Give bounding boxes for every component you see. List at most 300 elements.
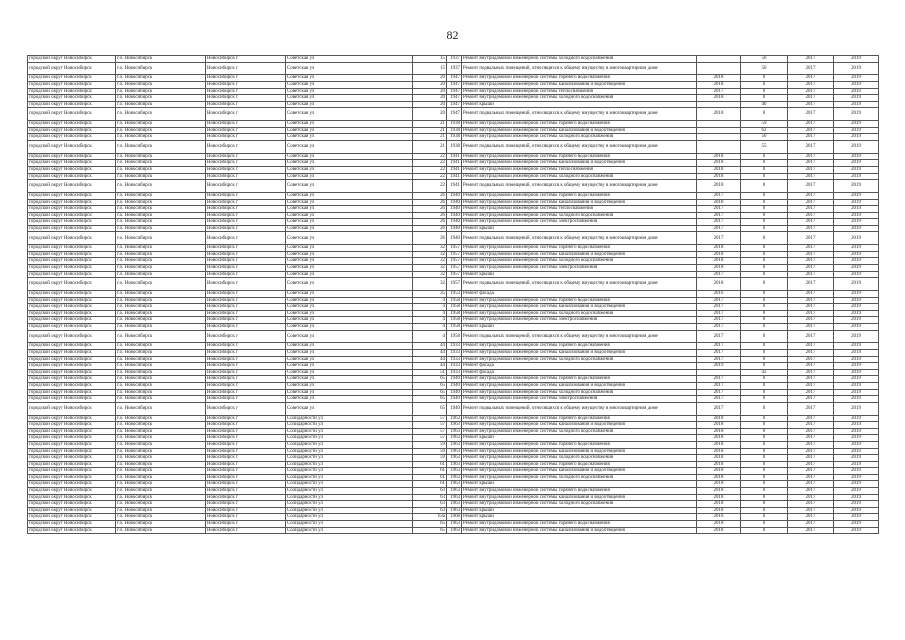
city-cell: Новосибирск г bbox=[206, 232, 286, 245]
year-built-cell: 1947 bbox=[447, 95, 462, 102]
city-cell: Новосибирск г bbox=[206, 481, 286, 488]
work-type-cell: Ремонт внутридомовой инженерной системы канализования и водоотведения bbox=[462, 349, 697, 356]
year-built-cell: 1940 bbox=[447, 382, 462, 389]
work-type-cell: Ремонт внутридомовой инженерной системы теплоснабжения bbox=[462, 166, 697, 173]
volume-cell: 0 bbox=[741, 461, 788, 468]
city-cell: Новосибирск г bbox=[206, 455, 286, 462]
plan-end-cell: 2019 bbox=[834, 291, 879, 298]
municipality-cell: городской округ Новосибирск bbox=[28, 62, 116, 75]
city-cell: Новосибирск г bbox=[206, 160, 286, 167]
year-built-cell: 1937 bbox=[447, 62, 462, 75]
year-built-cell: 1933 bbox=[447, 349, 462, 356]
city-cell: Новосибирск г bbox=[206, 317, 286, 324]
work-type-cell: Ремонт внутридомовой инженерной системы горячего водоснабжения bbox=[462, 376, 697, 383]
house-cell: 4 bbox=[413, 317, 447, 324]
district-cell: г.о. Новосибирск bbox=[116, 474, 206, 481]
house-cell: 26 bbox=[413, 199, 447, 206]
completed-year-cell: 2018 bbox=[697, 428, 741, 435]
city-cell: Новосибирск г bbox=[206, 212, 286, 219]
volume-cell: 0 bbox=[741, 435, 788, 442]
street-cell: Солидарности ул bbox=[286, 415, 413, 422]
completed-year-cell: 2017 bbox=[697, 324, 741, 331]
work-type-cell: Ремонт внутридомовой инженерной системы горячего водоснабжения bbox=[462, 441, 697, 448]
street-cell: Советская ул bbox=[286, 75, 413, 82]
plan-start-cell: 2017 bbox=[788, 173, 834, 180]
municipality-cell: городской округ Новосибирск bbox=[28, 382, 116, 389]
volume-cell: 0 bbox=[741, 521, 788, 528]
district-cell: г.о. Новосибирск bbox=[116, 166, 206, 173]
city-cell: Новосибирск г bbox=[206, 101, 286, 108]
municipality-cell: городской округ Новосибирск bbox=[28, 206, 116, 213]
table-row bbox=[28, 455, 879, 462]
year-built-cell: 1958 bbox=[447, 324, 462, 331]
year-built-cell: 1957 bbox=[447, 258, 462, 265]
city-cell: Новосибирск г bbox=[206, 153, 286, 160]
municipality-cell: городской округ Новосибирск bbox=[28, 166, 116, 173]
house-cell: 20 bbox=[413, 108, 447, 121]
municipality-cell: городской округ Новосибирск bbox=[28, 435, 116, 442]
plan-end-cell: 2019 bbox=[834, 127, 879, 134]
plan-end-cell: 2019 bbox=[834, 376, 879, 383]
district-cell: г.о. Новосибирск bbox=[116, 507, 206, 514]
work-type-cell: Ремонт крыши bbox=[462, 225, 697, 232]
year-built-cell: 1968 bbox=[447, 514, 462, 521]
plan-start-cell: 2017 bbox=[788, 448, 834, 455]
house-cell: 63 bbox=[413, 488, 447, 495]
plan-end-cell: 2019 bbox=[834, 251, 879, 258]
street-cell: Солидарности ул bbox=[286, 481, 413, 488]
table-row bbox=[28, 448, 879, 455]
plan-start-cell: 2017 bbox=[788, 356, 834, 363]
completed-year-cell bbox=[697, 369, 741, 376]
city-cell: Новосибирск г bbox=[206, 251, 286, 258]
completed-year-cell: 2017 bbox=[697, 310, 741, 317]
municipality-cell: городской округ Новосибирск bbox=[28, 278, 116, 291]
street-cell: Советская ул bbox=[286, 101, 413, 108]
municipality-cell: городской округ Новосибирск bbox=[28, 212, 116, 219]
plan-end-cell: 2019 bbox=[834, 382, 879, 389]
volume-cell: 0 bbox=[741, 180, 788, 193]
house-cell: 65 bbox=[413, 521, 447, 528]
plan-start-cell: 2017 bbox=[788, 369, 834, 376]
street-cell: Солидарности ул bbox=[286, 428, 413, 435]
municipality-cell: городской округ Новосибирск bbox=[28, 422, 116, 429]
plan-start-cell: 2017 bbox=[788, 121, 834, 128]
completed-year-cell: 2018 bbox=[697, 251, 741, 258]
plan-end-cell: 2019 bbox=[834, 225, 879, 232]
completed-year-cell bbox=[697, 140, 741, 153]
municipality-cell: городской округ Новосибирск bbox=[28, 343, 116, 350]
year-built-cell: 1940 bbox=[447, 206, 462, 213]
street-cell: Солидарности ул bbox=[286, 514, 413, 521]
plan-start-cell: 2017 bbox=[788, 402, 834, 415]
plan-end-cell: 2019 bbox=[834, 278, 879, 291]
city-cell: Новосибирск г bbox=[206, 81, 286, 88]
plan-end-cell: 2019 bbox=[834, 415, 879, 422]
table-row bbox=[28, 521, 879, 528]
completed-year-cell: 2018 bbox=[697, 455, 741, 462]
table-row bbox=[28, 75, 879, 82]
completed-year-cell: 2016 bbox=[697, 291, 741, 298]
street-cell: Советская ул bbox=[286, 245, 413, 252]
house-cell: 63 bbox=[413, 494, 447, 501]
completed-year-cell: 2018 bbox=[697, 441, 741, 448]
table-row bbox=[28, 219, 879, 226]
work-type-cell: Ремонт внутридомовой инженерной системы электроснабжения bbox=[462, 265, 697, 272]
municipality-cell: городской округ Новосибирск bbox=[28, 369, 116, 376]
house-cell: 65 bbox=[413, 376, 447, 383]
plan-start-cell: 2017 bbox=[788, 291, 834, 298]
table-row bbox=[28, 376, 879, 383]
municipality-cell: городской округ Новосибирск bbox=[28, 265, 116, 272]
completed-year-cell bbox=[697, 101, 741, 108]
completed-year-cell: 2017 bbox=[697, 88, 741, 95]
work-type-cell: Ремонт крыши bbox=[462, 101, 697, 108]
volume-cell: 56 bbox=[741, 134, 788, 141]
city-cell: Новосибирск г bbox=[206, 474, 286, 481]
plan-end-cell: 2019 bbox=[834, 330, 879, 343]
completed-year-cell: 2018 bbox=[697, 81, 741, 88]
work-type-cell: Ремонт внутридомовой инженерной системы холодного водоснабжения bbox=[462, 173, 697, 180]
volume-cell: 59 bbox=[741, 121, 788, 128]
work-type-cell: Ремонт крыши bbox=[462, 271, 697, 278]
volume-cell: 0 bbox=[741, 304, 788, 311]
year-built-cell: 1963 bbox=[447, 507, 462, 514]
volume-cell: 0 bbox=[741, 468, 788, 475]
work-type-cell: Ремонт крыши bbox=[462, 324, 697, 331]
street-cell: Советская ул bbox=[286, 278, 413, 291]
completed-year-cell: 2017 bbox=[697, 297, 741, 304]
volume-cell: 0 bbox=[741, 153, 788, 160]
work-type-cell: Ремонт внутридомовой инженерной системы горячего водоснабжения bbox=[462, 521, 697, 528]
completed-year-cell bbox=[697, 62, 741, 75]
city-cell: Новосибирск г bbox=[206, 75, 286, 82]
plan-end-cell: 2019 bbox=[834, 95, 879, 102]
house-cell: 20 bbox=[413, 75, 447, 82]
work-type-cell: Ремонт внутридомовой инженерной системы холодного водоснабжения bbox=[462, 56, 697, 63]
work-type-cell: Ремонт внутридомовой инженерной системы холодного водоснабжения bbox=[462, 310, 697, 317]
plan-end-cell: 2019 bbox=[834, 140, 879, 153]
plan-end-cell: 2019 bbox=[834, 455, 879, 462]
district-cell: г.о. Новосибирск bbox=[116, 356, 206, 363]
city-cell: Новосибирск г bbox=[206, 127, 286, 134]
house-cell: 22 bbox=[413, 153, 447, 160]
volume-cell: 0 bbox=[741, 474, 788, 481]
year-built-cell: 1958 bbox=[447, 330, 462, 343]
street-cell: Солидарности ул bbox=[286, 527, 413, 534]
table-row bbox=[28, 297, 879, 304]
plan-end-cell: 2019 bbox=[834, 75, 879, 82]
district-cell: г.о. Новосибирск bbox=[116, 206, 206, 213]
work-type-cell: Ремонт внутридомовой инженерной системы канализования и водоотведения bbox=[462, 127, 697, 134]
district-cell: г.о. Новосибирск bbox=[116, 468, 206, 475]
work-type-cell: Ремонт крыши bbox=[462, 514, 697, 521]
district-cell: г.о. Новосибирск bbox=[116, 461, 206, 468]
district-cell: г.о. Новосибирск bbox=[116, 428, 206, 435]
street-cell: Советская ул bbox=[286, 153, 413, 160]
completed-year-cell: 2018 bbox=[697, 448, 741, 455]
municipality-cell: городской округ Новосибирск bbox=[28, 455, 116, 462]
year-built-cell: 1947 bbox=[447, 81, 462, 88]
district-cell: г.о. Новосибирск bbox=[116, 245, 206, 252]
volume-cell: 0 bbox=[741, 488, 788, 495]
plan-start-cell: 2017 bbox=[788, 278, 834, 291]
year-built-cell: 1958 bbox=[447, 297, 462, 304]
district-cell: г.о. Новосибирск bbox=[116, 521, 206, 528]
volume-cell: 0 bbox=[741, 225, 788, 232]
volume-cell: 0 bbox=[741, 258, 788, 265]
district-cell: г.о. Новосибирск bbox=[116, 317, 206, 324]
district-cell: г.о. Новосибирск bbox=[116, 180, 206, 193]
volume-cell: 55 bbox=[741, 140, 788, 153]
table-row bbox=[28, 278, 879, 291]
plan-end-cell: 2019 bbox=[834, 310, 879, 317]
completed-year-cell: 2017 bbox=[697, 389, 741, 396]
district-cell: г.о. Новосибирск bbox=[116, 441, 206, 448]
city-cell: Новосибирск г bbox=[206, 369, 286, 376]
city-cell: Новосибирск г bbox=[206, 180, 286, 193]
house-cell: 15 bbox=[413, 62, 447, 75]
completed-year-cell: 2018 bbox=[697, 95, 741, 102]
work-type-cell: Ремонт подвальных помещений, относящихся к общему имуществу в многоквартирном доме bbox=[462, 278, 697, 291]
plan-end-cell: 2019 bbox=[834, 402, 879, 415]
completed-year-cell: 2017 bbox=[697, 304, 741, 311]
house-cell: 59 bbox=[413, 441, 447, 448]
plan-end-cell: 2019 bbox=[834, 232, 879, 245]
volume-cell: 56 bbox=[741, 56, 788, 63]
volume-cell: 0 bbox=[741, 88, 788, 95]
year-built-cell: 1963 bbox=[447, 461, 462, 468]
plan-end-cell: 2019 bbox=[834, 219, 879, 226]
year-built-cell: 1957 bbox=[447, 245, 462, 252]
city-cell: Новосибирск г bbox=[206, 396, 286, 403]
completed-year-cell: 2018 bbox=[697, 481, 741, 488]
table-body bbox=[28, 56, 879, 534]
street-cell: Советская ул bbox=[286, 297, 413, 304]
district-cell: г.о. Новосибирск bbox=[116, 304, 206, 311]
city-cell: Новосибирск г bbox=[206, 310, 286, 317]
table-row bbox=[28, 95, 879, 102]
repair-schedule-table bbox=[27, 55, 879, 534]
street-cell: Солидарности ул bbox=[286, 422, 413, 429]
table-row bbox=[28, 225, 879, 232]
municipality-cell: городской округ Новосибирск bbox=[28, 101, 116, 108]
plan-end-cell: 2019 bbox=[834, 369, 879, 376]
completed-year-cell bbox=[697, 121, 741, 128]
completed-year-cell: 2018 bbox=[697, 153, 741, 160]
house-cell: 22 bbox=[413, 160, 447, 167]
district-cell: г.о. Новосибирск bbox=[116, 258, 206, 265]
volume-cell: 0 bbox=[741, 160, 788, 167]
district-cell: г.о. Новосибирск bbox=[116, 376, 206, 383]
plan-start-cell: 2017 bbox=[788, 435, 834, 442]
table-row bbox=[28, 140, 879, 153]
work-type-cell: Ремонт внутридомовой инженерной системы горячего водоснабжения bbox=[462, 461, 697, 468]
completed-year-cell bbox=[697, 134, 741, 141]
plan-end-cell: 2019 bbox=[834, 474, 879, 481]
district-cell: г.о. Новосибирск bbox=[116, 265, 206, 272]
district-cell: г.о. Новосибирск bbox=[116, 455, 206, 462]
municipality-cell: городской округ Новосибирск bbox=[28, 291, 116, 298]
municipality-cell: городской округ Новосибирск bbox=[28, 494, 116, 501]
house-cell: 15 bbox=[413, 56, 447, 63]
completed-year-cell: 2018 bbox=[697, 415, 741, 422]
table-row bbox=[28, 81, 879, 88]
year-built-cell: 1963 bbox=[447, 468, 462, 475]
district-cell: г.о. Новосибирск bbox=[116, 343, 206, 350]
volume-cell: 0 bbox=[741, 501, 788, 508]
work-type-cell: Ремонт внутридомовой инженерной системы горячего водоснабжения bbox=[462, 153, 697, 160]
completed-year-cell: 2018 bbox=[697, 245, 741, 252]
work-type-cell: Ремонт внутридомовой инженерной системы холодного водоснабжения bbox=[462, 258, 697, 265]
street-cell: Советская ул bbox=[286, 173, 413, 180]
house-cell: 26 bbox=[413, 225, 447, 232]
house-cell: 32 bbox=[413, 251, 447, 258]
plan-start-cell: 2017 bbox=[788, 481, 834, 488]
plan-end-cell: 2019 bbox=[834, 199, 879, 206]
city-cell: Новосибирск г bbox=[206, 121, 286, 128]
city-cell: Новосибирск г bbox=[206, 192, 286, 199]
volume-cell: 42 bbox=[741, 369, 788, 376]
city-cell: Новосибирск г bbox=[206, 278, 286, 291]
year-built-cell: 1957 bbox=[447, 265, 462, 272]
volume-cell: 56 bbox=[741, 62, 788, 75]
district-cell: г.о. Новосибирск bbox=[116, 153, 206, 160]
district-cell: г.о. Новосибирск bbox=[116, 396, 206, 403]
table-row bbox=[28, 62, 879, 75]
volume-cell: 0 bbox=[741, 173, 788, 180]
plan-start-cell: 2017 bbox=[788, 166, 834, 173]
plan-end-cell: 2019 bbox=[834, 521, 879, 528]
district-cell: г.о. Новосибирск bbox=[116, 324, 206, 331]
plan-end-cell: 2019 bbox=[834, 121, 879, 128]
completed-year-cell: 2018 bbox=[697, 75, 741, 82]
street-cell: Советская ул bbox=[286, 127, 413, 134]
plan-start-cell: 2017 bbox=[788, 349, 834, 356]
work-type-cell: Ремонт подвальных помещений, относящихся к общему имуществу в многоквартирном доме bbox=[462, 402, 697, 415]
plan-end-cell: 2019 bbox=[834, 62, 879, 75]
completed-year-cell: 2017 bbox=[697, 317, 741, 324]
year-built-cell: 1940 bbox=[447, 219, 462, 226]
city-cell: Новосибирск г bbox=[206, 514, 286, 521]
plan-end-cell: 2019 bbox=[834, 88, 879, 95]
plan-start-cell: 2017 bbox=[788, 501, 834, 508]
municipality-cell: городской округ Новосибирск bbox=[28, 389, 116, 396]
work-type-cell: Ремонт внутридомовой инженерной системы горячего водоснабжения bbox=[462, 245, 697, 252]
plan-end-cell: 2019 bbox=[834, 435, 879, 442]
plan-start-cell: 2017 bbox=[788, 108, 834, 121]
plan-end-cell: 2019 bbox=[834, 356, 879, 363]
city-cell: Новосибирск г bbox=[206, 245, 286, 252]
volume-cell: 0 bbox=[741, 382, 788, 389]
street-cell: Советская ул bbox=[286, 402, 413, 415]
municipality-cell: городской округ Новосибирск bbox=[28, 448, 116, 455]
completed-year-cell: 2018 bbox=[697, 278, 741, 291]
street-cell: Советская ул bbox=[286, 310, 413, 317]
volume-cell: 0 bbox=[741, 310, 788, 317]
volume-cell: 0 bbox=[741, 166, 788, 173]
municipality-cell: городской округ Новосибирск bbox=[28, 402, 116, 415]
city-cell: Новосибирск г bbox=[206, 291, 286, 298]
municipality-cell: городской округ Новосибирск bbox=[28, 121, 116, 128]
plan-end-cell: 2019 bbox=[834, 324, 879, 331]
year-built-cell: 1940 bbox=[447, 232, 462, 245]
work-type-cell: Ремонт внутридомовой инженерной системы теплоснабжения bbox=[462, 88, 697, 95]
work-type-cell: Ремонт внутридомовой инженерной системы холодного водоснабжения bbox=[462, 428, 697, 435]
work-type-cell: Ремонт внутридомовой инженерной системы канализования и водоотведения bbox=[462, 304, 697, 311]
street-cell: Советская ул bbox=[286, 251, 413, 258]
plan-start-cell: 2017 bbox=[788, 441, 834, 448]
plan-start-cell: 2017 bbox=[788, 521, 834, 528]
city-cell: Новосибирск г bbox=[206, 441, 286, 448]
volume-cell: 0 bbox=[741, 251, 788, 258]
plan-start-cell: 2017 bbox=[788, 180, 834, 193]
plan-start-cell: 2017 bbox=[788, 396, 834, 403]
plan-end-cell: 2019 bbox=[834, 527, 879, 534]
house-cell: 57 bbox=[413, 435, 447, 442]
work-type-cell: Ремонт внутридомовой инженерной системы холодного водоснабжения bbox=[462, 134, 697, 141]
volume-cell: 0 bbox=[741, 219, 788, 226]
city-cell: Новосибирск г bbox=[206, 258, 286, 265]
table-row bbox=[28, 356, 879, 363]
year-built-cell: 1940 bbox=[447, 199, 462, 206]
plan-end-cell: 2019 bbox=[834, 245, 879, 252]
year-built-cell: 1933 bbox=[447, 343, 462, 350]
work-type-cell: Ремонт внутридомовой инженерной системы канализования и водоотведения bbox=[462, 160, 697, 167]
work-type-cell: Ремонт подвальных помещений, относящихся к общему имуществу в многоквартирном доме bbox=[462, 180, 697, 193]
year-built-cell: 1957 bbox=[447, 278, 462, 291]
work-type-cell: Ремонт внутридомовой инженерной системы холодного водоснабжения bbox=[462, 389, 697, 396]
district-cell: г.о. Новосибирск bbox=[116, 330, 206, 343]
completed-year-cell: 2018 bbox=[697, 461, 741, 468]
house-cell: 20 bbox=[413, 95, 447, 102]
district-cell: г.о. Новосибирск bbox=[116, 278, 206, 291]
year-built-cell: 1947 bbox=[447, 75, 462, 82]
municipality-cell: городской округ Новосибирск bbox=[28, 356, 116, 363]
year-built-cell: 1963 bbox=[447, 494, 462, 501]
municipality-cell: городской округ Новосибирск bbox=[28, 415, 116, 422]
municipality-cell: городской округ Новосибирск bbox=[28, 297, 116, 304]
table-row bbox=[28, 180, 879, 193]
house-cell: 26 bbox=[413, 192, 447, 199]
municipality-cell: городской округ Новосибирск bbox=[28, 173, 116, 180]
work-type-cell: Ремонт внутридомовой инженерной системы холодного водоснабжения bbox=[462, 356, 697, 363]
municipality-cell: городской округ Новосибирск bbox=[28, 75, 116, 82]
year-built-cell: 1953 bbox=[447, 291, 462, 298]
plan-end-cell: 2019 bbox=[834, 271, 879, 278]
house-cell: 22 bbox=[413, 173, 447, 180]
completed-year-cell: 2017 bbox=[697, 232, 741, 245]
district-cell: г.о. Новосибирск bbox=[116, 422, 206, 429]
work-type-cell: Ремонт крыши bbox=[462, 481, 697, 488]
street-cell: Солидарности ул bbox=[286, 441, 413, 448]
volume-cell: 62 bbox=[741, 127, 788, 134]
table-row bbox=[28, 121, 879, 128]
year-built-cell: 1941 bbox=[447, 180, 462, 193]
district-cell: г.о. Новосибирск bbox=[116, 494, 206, 501]
district-cell: г.о. Новосибирск bbox=[116, 62, 206, 75]
volume-cell: 0 bbox=[741, 265, 788, 272]
volume-cell: 0 bbox=[741, 415, 788, 422]
plan-end-cell: 2019 bbox=[834, 101, 879, 108]
volume-cell: 0 bbox=[741, 291, 788, 298]
city-cell: Новосибирск г bbox=[206, 95, 286, 102]
completed-year-cell bbox=[697, 127, 741, 134]
volume-cell: 0 bbox=[741, 95, 788, 102]
table-row bbox=[28, 173, 879, 180]
street-cell: Солидарности ул bbox=[286, 461, 413, 468]
completed-year-cell: 2018 bbox=[697, 474, 741, 481]
